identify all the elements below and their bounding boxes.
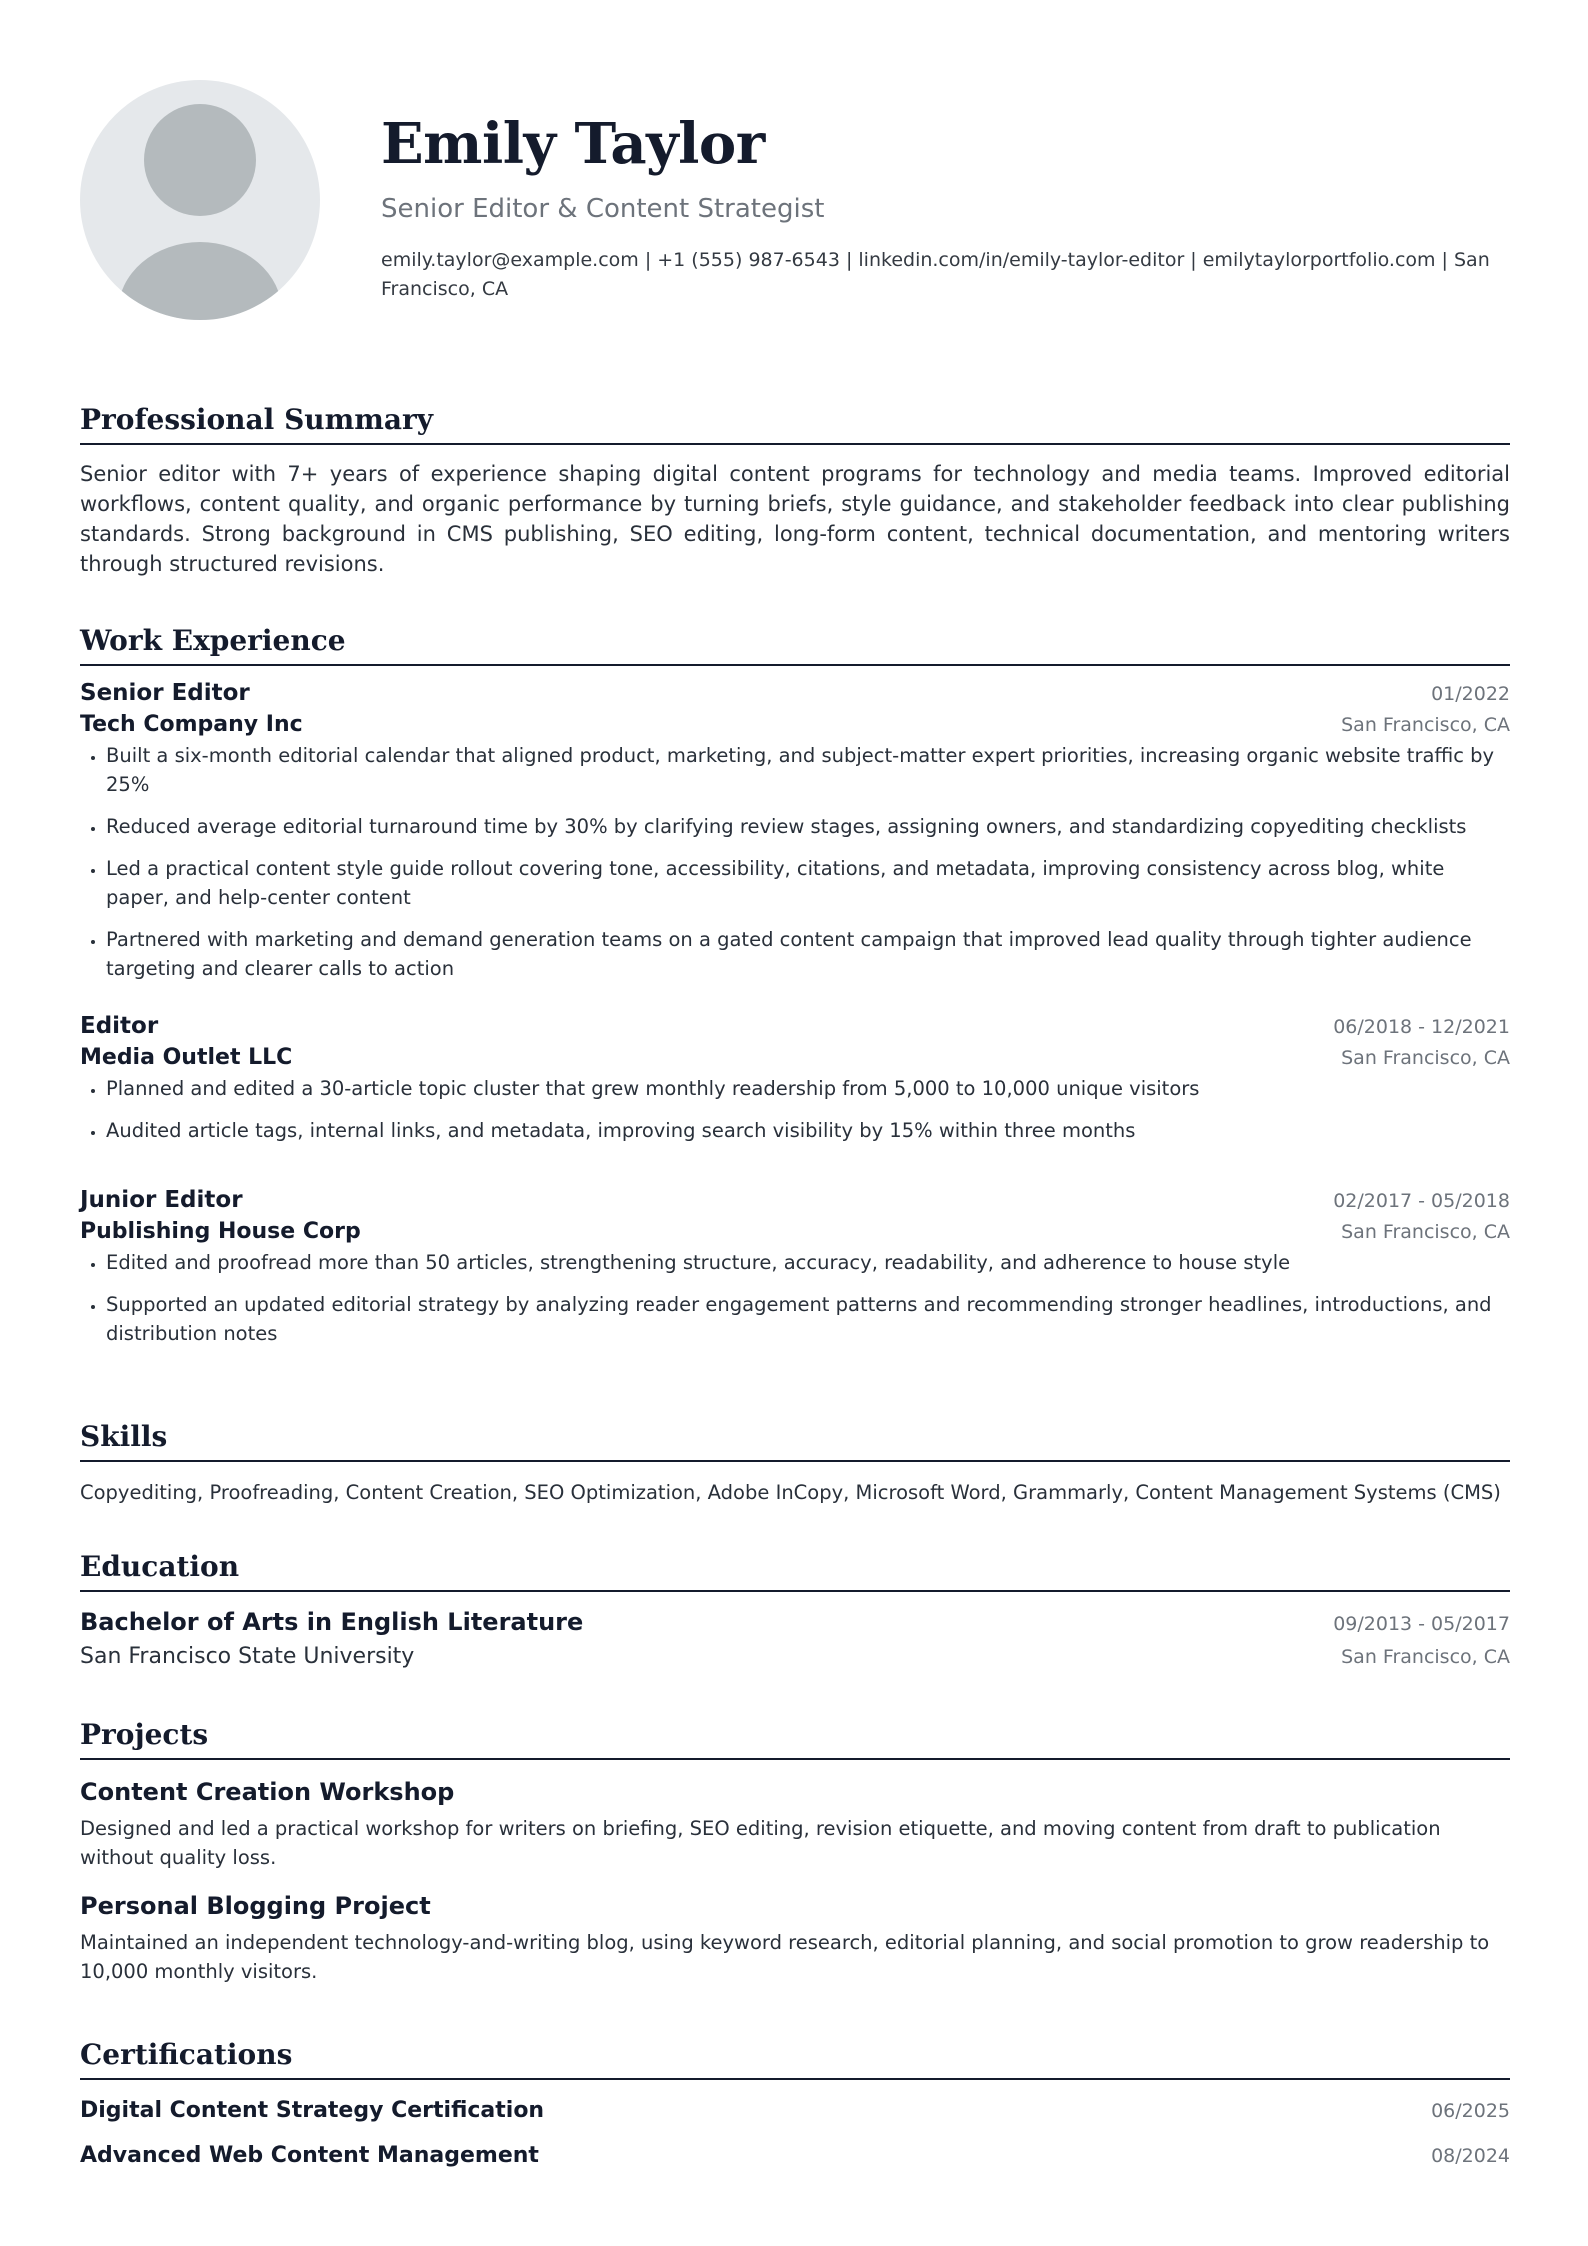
job-company: Media Outlet LLC — [80, 1045, 293, 1070]
certification-date: 08/2024 — [1431, 2145, 1510, 2167]
summary-section — [80, 401, 1510, 579]
summary-heading: Professional Summary — [80, 401, 1510, 445]
job-date: 06/2018 - 12/2021 — [1333, 1016, 1510, 1038]
job-company: Tech Company Inc — [80, 712, 303, 737]
education-section — [80, 1548, 1510, 1669]
job-date: 02/2017 - 05/2018 — [1333, 1190, 1510, 1212]
projects-heading: Projects — [80, 1716, 1510, 1760]
job-date: 01/2022 — [1431, 683, 1510, 705]
job-entry — [80, 1187, 1510, 1348]
experience-heading: Work Experience — [80, 622, 1510, 666]
skills-list: Copyediting, Proofreading, Content Creation, SEO Optimization, Adobe InCopy, Microsoft Word, Grammarly, Content Management Systems (CMS) — [80, 1481, 1501, 1504]
education-location: San Francisco, CA — [1341, 1646, 1510, 1668]
job-bullets — [80, 1248, 1510, 1348]
job-bullets — [80, 741, 1510, 983]
job-company: Publishing House Corp — [80, 1219, 361, 1244]
education-heading: Education — [80, 1548, 1510, 1592]
job-bullet: • Supported an updated editorial strategy by analyzing reader engagement patterns and recommending stronger headlines, introductions, and distribution notes — [106, 1290, 1510, 1348]
certifications-section — [80, 2036, 1510, 2168]
education-date: 09/2013 - 05/2017 — [1333, 1613, 1510, 1635]
avatar — [80, 80, 320, 320]
avatar-head-shape — [144, 104, 256, 216]
job-bullet: • Planned and edited a 30-article topic cluster that grew monthly readership from 5,000 to 10,000 unique visitors — [106, 1074, 1510, 1103]
job-title: Senior Editor — [80, 680, 250, 706]
candidate-name: Emily Taylor — [381, 111, 765, 177]
contact-info: emily.taylor@example.com | +1 (555) 987-6543 | linkedin.com/in/emily-taylor-editor | emilytaylorportfolio.com | San Francisco, CA — [381, 249, 1490, 300]
project-description: Designed and led a practical workshop for writers on briefing, SEO editing, revision etiquette, and moving content from draft to publication without quality loss. — [80, 1817, 1441, 1869]
education-degree: Bachelor of Arts in English Literature — [80, 1608, 584, 1636]
project-description: Maintained an independent technology-and-writing blog, using keyword research, editorial planning, and social promotion to grow readership to 10,000 monthly visitors. — [80, 1931, 1490, 1983]
job-bullets — [80, 1074, 1510, 1145]
job-location: San Francisco, CA — [1341, 1047, 1510, 1069]
job-title: Editor — [80, 1013, 159, 1039]
job-entry — [80, 1013, 1510, 1145]
job-location: San Francisco, CA — [1341, 1221, 1510, 1243]
certification-name: Advanced Web Content Management — [80, 2143, 539, 2168]
skills-heading: Skills — [80, 1418, 1510, 1462]
job-title: Junior Editor — [80, 1187, 243, 1213]
education-school: San Francisco State University — [80, 1644, 415, 1669]
job-bullet: • Partnered with marketing and demand generation teams on a gated content campaign that improved lead quality through tighter audience targeting and clearer calls to action — [106, 925, 1510, 983]
project-title: Content Creation Workshop — [80, 1778, 455, 1806]
resume-header — [381, 104, 1511, 304]
candidate-subtitle: Senior Editor & Content Strategist — [381, 194, 825, 224]
certifications-heading: Certifications — [80, 2036, 1510, 2080]
experience-section — [80, 622, 1510, 1361]
summary-text: Senior editor with 7+ years of experience shaping digital content programs for technology and media teams. Improved editorial workflows, content quality, and organic performance by turning briefs, style guidance, and stakeholder feedback into clear publishing standards. Strong background in CMS publishing, SEO editing, long-form content, technical documentation, and mentoring writers through structured revisions. — [80, 462, 1510, 576]
certification-date: 06/2025 — [1431, 2100, 1510, 2122]
job-bullet: • Edited and proofread more than 50 articles, strengthening structure, accuracy, readability, and adherence to house style — [106, 1248, 1510, 1277]
certification-name: Digital Content Strategy Certification — [80, 2098, 545, 2123]
avatar-body-shape — [118, 242, 282, 320]
job-bullet: • Led a practical content style guide rollout covering tone, accessibility, citations, and metadata, improving consistency across blog, white paper, and help-center content — [106, 854, 1510, 912]
projects-section — [80, 1716, 1510, 1986]
skills-section — [80, 1418, 1510, 1507]
job-bullet: • Reduced average editorial turnaround time by 30% by clarifying review stages, assigning owners, and standardizing copyediting checklists — [106, 812, 1510, 841]
job-bullet: • Built a six-month editorial calendar that aligned product, marketing, and subject-matter expert priorities, increasing organic website traffic by 25% — [106, 741, 1510, 799]
job-entry — [80, 680, 1510, 983]
job-bullet: • Audited article tags, internal links, and metadata, improving search visibility by 15% within three months — [106, 1116, 1510, 1145]
project-title: Personal Blogging Project — [80, 1892, 431, 1920]
job-location: San Francisco, CA — [1341, 714, 1510, 736]
